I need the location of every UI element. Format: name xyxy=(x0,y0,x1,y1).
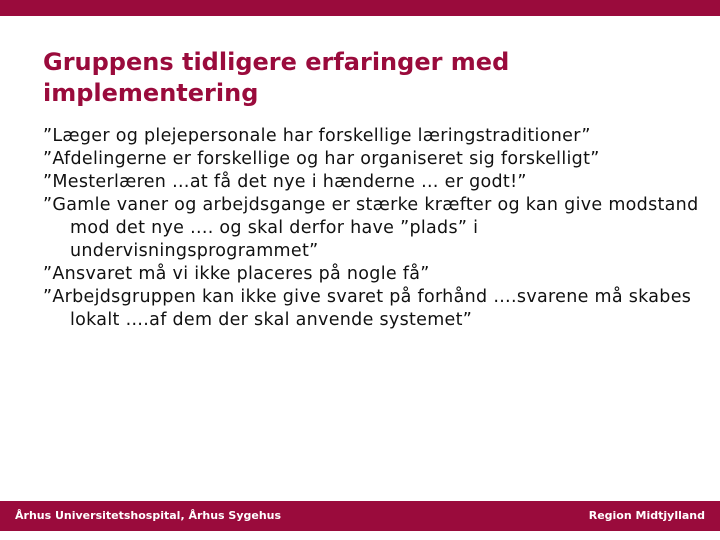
quote-item: ”Arbejdsgruppen kan ikke give svaret på forhånd ….svarene må skabes lokalt ….af dem der skal anvende systemet” xyxy=(43,287,692,330)
quote-list xyxy=(43,125,703,332)
quote-item: ”Læger og plejepersonale har forskellige læringstraditioner” xyxy=(43,126,591,146)
top-accent-bar xyxy=(0,0,720,16)
quote-item: ”Ansvaret må vi ikke placeres på nogle få” xyxy=(43,264,430,284)
quote-item: ”Gamle vaner og arbejdsgange er stærke kræfter og kan give modstand mod det nye .... og skal derfor have ”plads” i undervisningsprogrammet” xyxy=(43,195,699,261)
footer-region: Region Midtjylland xyxy=(588,509,705,522)
slide-title: Gruppens tidligere erfaringer med implementering xyxy=(43,48,510,107)
quote-item: ”Mesterlæren …at få det nye i hænderne … er godt!” xyxy=(43,172,527,192)
quote-item: ”Afdelingerne er forskellige og har organiseret sig forskelligt” xyxy=(43,149,600,169)
footer-organization: Århus Universitetshospital, Århus Sygehus xyxy=(15,509,282,522)
